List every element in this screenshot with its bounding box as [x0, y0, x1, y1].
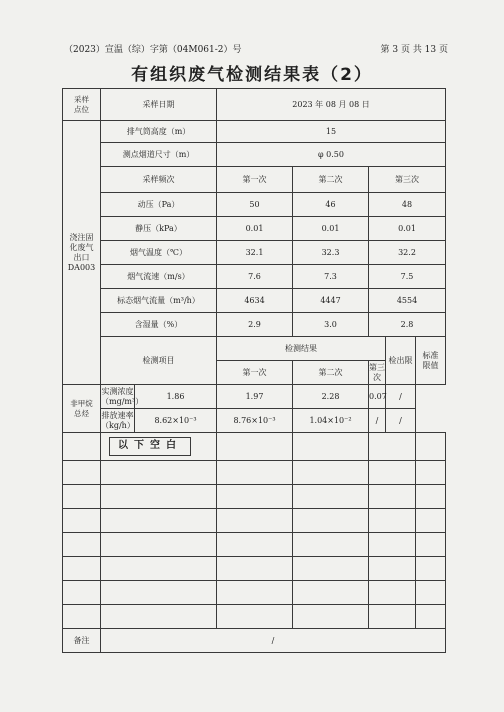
- cell-value: 8.62×10⁻³: [135, 409, 217, 433]
- empty-cell: [217, 605, 293, 629]
- empty-cell: [101, 485, 217, 509]
- empty-cell: [63, 605, 101, 629]
- empty-cell: [416, 581, 446, 605]
- run-header: 第一次: [217, 361, 293, 385]
- row-label: 排放速率（kg/h）: [101, 409, 135, 433]
- empty-cell: [369, 533, 416, 557]
- empty-cell: [416, 509, 446, 533]
- empty-cell: [293, 485, 369, 509]
- cell-value: 1.86: [135, 385, 217, 409]
- empty-cell: [217, 433, 293, 461]
- result-label: 检测结果: [217, 337, 386, 361]
- empty-cell: [217, 485, 293, 509]
- row-label: 动压（Pa）: [101, 193, 217, 217]
- empty-cell: [63, 557, 101, 581]
- row-label: 标态烟气流量（m³/h）: [101, 289, 217, 313]
- remarks-value: /: [101, 629, 446, 653]
- cell-value: 2.28: [293, 385, 369, 409]
- empty-cell: [369, 509, 416, 533]
- empty-cell: [217, 509, 293, 533]
- blank-marker: 以下空白: [109, 437, 191, 456]
- row-label: 烟气流速（m/s）: [101, 265, 217, 289]
- cell-value: 7.3: [293, 265, 369, 289]
- empty-cell: [63, 461, 101, 485]
- stack-height: 15: [217, 121, 446, 143]
- empty-cell: [63, 433, 101, 461]
- cell-value: 3.0: [293, 313, 369, 337]
- cell-value: 32.2: [369, 241, 446, 265]
- empty-cell: [416, 533, 446, 557]
- freq-label: 采样频次: [101, 167, 217, 193]
- empty-cell: [369, 433, 416, 461]
- row-label: 静压（kPa）: [101, 217, 217, 241]
- cell-value: 0.07: [369, 385, 386, 409]
- duct-size: φ 0.50: [217, 143, 446, 167]
- empty-cell: [101, 605, 217, 629]
- cell-value: 7.5: [369, 265, 446, 289]
- cell-value: 0.01: [293, 217, 369, 241]
- run-header: 第一次: [217, 167, 293, 193]
- row-label: 含湿量（%）: [101, 313, 217, 337]
- point-header: 采样 点位: [63, 89, 101, 121]
- empty-cell: [63, 509, 101, 533]
- sampling-date-label: 采样日期: [101, 89, 217, 121]
- empty-cell: [293, 433, 369, 461]
- cell-value: 1.04×10⁻²: [293, 409, 369, 433]
- empty-cell: [63, 485, 101, 509]
- empty-cell: [101, 461, 217, 485]
- cell-value: 46: [293, 193, 369, 217]
- empty-cell: [369, 557, 416, 581]
- cell-value: 2.8: [369, 313, 446, 337]
- empty-cell: [293, 557, 369, 581]
- cell-value: 1.97: [217, 385, 293, 409]
- empty-cell: [293, 509, 369, 533]
- empty-cell: [293, 581, 369, 605]
- empty-cell: [369, 581, 416, 605]
- empty-cell: [416, 433, 446, 461]
- results-table: [62, 88, 446, 653]
- empty-cell: [101, 509, 217, 533]
- cell-value: 7.6: [217, 265, 293, 289]
- blank-marker-cell: [101, 433, 217, 461]
- stack-height-label: 排气筒高度（m）: [101, 121, 217, 143]
- row-label: 实测浓度（mg/m³）: [101, 385, 135, 409]
- sampling-date: 2023 年 08 月 08 日: [217, 89, 446, 121]
- cell-value: 2.9: [217, 313, 293, 337]
- cell-value: 0.01: [369, 217, 446, 241]
- run-header: 第二次: [293, 167, 369, 193]
- point-name: 浇注固 化废气 出口 DA003: [63, 121, 101, 385]
- empty-cell: [293, 461, 369, 485]
- empty-cell: [369, 461, 416, 485]
- empty-cell: [101, 533, 217, 557]
- cell-value: /: [369, 409, 386, 433]
- cell-value: 32.1: [217, 241, 293, 265]
- cell-value: 8.76×10⁻³: [217, 409, 293, 433]
- empty-cell: [217, 557, 293, 581]
- empty-cell: [369, 605, 416, 629]
- cell-value: /: [386, 409, 416, 433]
- empty-cell: [63, 533, 101, 557]
- empty-cell: [416, 461, 446, 485]
- cell-value: 4554: [369, 289, 446, 313]
- run-header: 第三次: [369, 167, 446, 193]
- cell-value: 4447: [293, 289, 369, 313]
- remarks-label: 备注: [63, 629, 101, 653]
- cell-value: 50: [217, 193, 293, 217]
- empty-cell: [217, 581, 293, 605]
- page-info: 第 3 页 共 13 页: [380, 45, 448, 55]
- item-label: 检测项目: [101, 337, 217, 385]
- document-number: （2023）宣温（综）字第（04M061-2）号: [64, 45, 242, 55]
- standard-label: 标准 限值: [416, 337, 446, 385]
- empty-cell: [217, 533, 293, 557]
- pollutant-name: 非甲烷 总烃: [63, 385, 101, 433]
- empty-cell: [293, 533, 369, 557]
- cell-value: 0.01: [217, 217, 293, 241]
- cell-value: 32.3: [293, 241, 369, 265]
- empty-cell: [416, 605, 446, 629]
- empty-cell: [63, 581, 101, 605]
- cell-value: /: [386, 385, 416, 409]
- row-label: 烟气温度（℃）: [101, 241, 217, 265]
- empty-cell: [293, 605, 369, 629]
- run-header: 第三次: [369, 361, 386, 385]
- cell-value: 48: [369, 193, 446, 217]
- empty-cell: [416, 557, 446, 581]
- cell-value: 4634: [217, 289, 293, 313]
- empty-cell: [369, 485, 416, 509]
- run-header: 第二次: [293, 361, 369, 385]
- page-title: 有组织废气检测结果表（2）: [131, 65, 373, 85]
- empty-cell: [217, 461, 293, 485]
- duct-size-label: 测点烟道尺寸（m）: [101, 143, 217, 167]
- empty-cell: [416, 485, 446, 509]
- empty-cell: [101, 581, 217, 605]
- empty-cell: [101, 557, 217, 581]
- limit-label: 检出限: [386, 337, 416, 385]
